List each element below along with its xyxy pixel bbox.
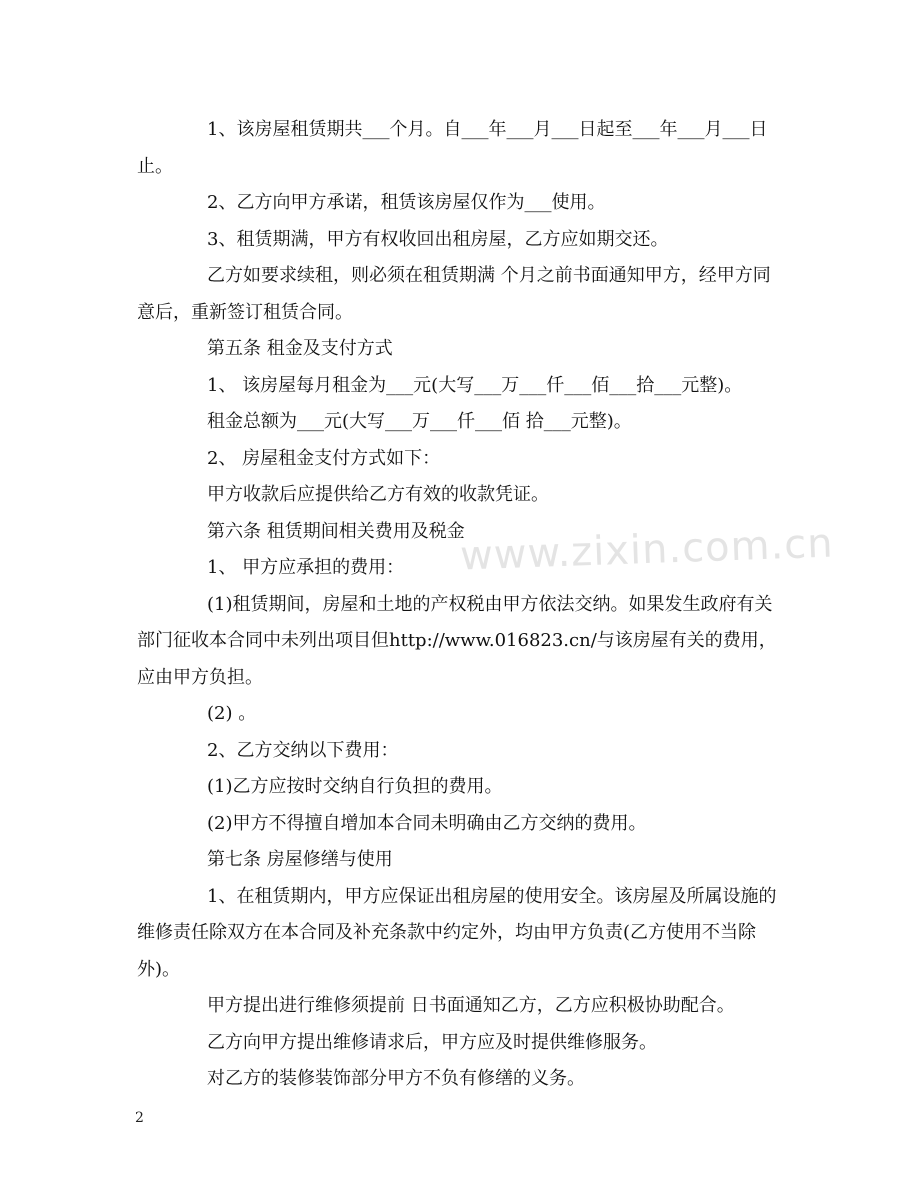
document-body: [137, 112, 787, 1098]
section-heading: 第六条 租赁期间相关费用及税金: [207, 520, 465, 542]
paragraph: 1、在租赁期内，甲方应保证出租房屋的使用安全。该房屋及所属设施的维修责任除双方在本合同及补充条款中约定外，均由甲方负责(乙方使用不当除外)。: [137, 885, 777, 980]
paragraph: (2)甲方不得擅自增加本合同未明确由乙方交纳的费用。: [207, 812, 647, 834]
paragraph: 租金总额为___元(大写___万___仟___佰 拾___元整)。: [207, 411, 632, 432]
section-heading: 第五条 租金及支付方式: [207, 338, 393, 359]
paragraph: (2) 。: [207, 703, 257, 724]
section-heading: 第七条 房屋修缮与使用: [207, 849, 393, 870]
paragraph: 对乙方的装修装饰部分甲方不负有修缮的义务。: [207, 1068, 585, 1089]
paragraph: 甲方提出进行维修须提前 日书面通知乙方，乙方应积极协助配合。: [207, 995, 735, 1016]
paragraph: (1)乙方应按时交纳自行负担的费用。: [207, 776, 503, 797]
paragraph: 1、该房屋租赁期共___个月。自___年___月___日起至___年___月___日止。: [137, 119, 768, 177]
paragraph: 1、 甲方应承担的费用：: [207, 557, 405, 578]
watermark: www.zixin.com.cn: [459, 520, 835, 580]
page-number: 2: [135, 1110, 144, 1126]
paragraph: 1、 该房屋每月租金为___元(大写___万___仟___佰___拾___元整)。: [207, 374, 743, 396]
paragraph: 2、乙方交纳以下费用：: [207, 739, 399, 761]
paragraph: 甲方收款后应提供给乙方有效的收款凭证。: [207, 484, 549, 505]
paragraph: 2、 房屋租金支付方式如下：: [207, 447, 441, 469]
paragraph: 乙方如要求续租，则必须在租赁期满 个月之前书面通知甲方，经甲方同意后，重新签订租赁合同。: [137, 265, 771, 323]
paragraph: 2、乙方向甲方承诺，租赁该房屋仅作为___使用。: [207, 192, 606, 213]
paragraph: 3、租赁期满，甲方有权收回出租房屋，乙方应如期交还。: [207, 228, 669, 250]
paragraph: (1)租赁期间，房屋和土地的产权税由甲方依法交纳。如果发生政府有关部门征收本合同中未列出项目但http://www.016823.cn/与该房屋有关的费用，应由甲方负担。: [137, 593, 777, 688]
paragraph: 乙方向甲方提出维修请求后，甲方应及时提供维修服务。: [207, 1031, 657, 1053]
